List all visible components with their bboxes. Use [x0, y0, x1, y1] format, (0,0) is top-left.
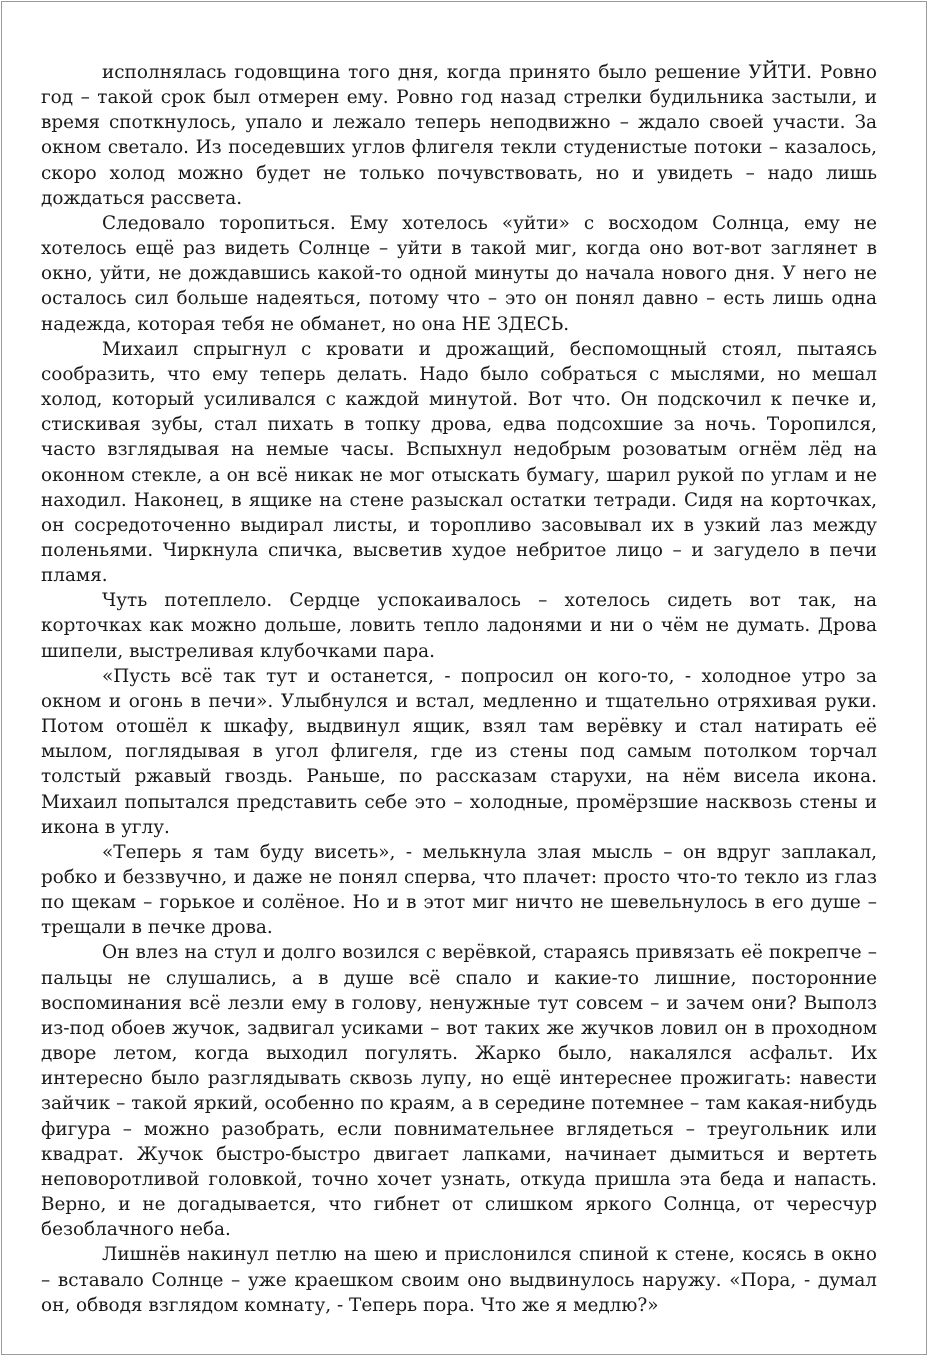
- paragraph-6: «Теперь я там буду висеть», - мелькнула злая мысль – он вдруг заплакал, робко и беззвучно, и даже не понял сперва, что плачет: просто что-то текло из глаз по щекам – горькое и солёное. Но и в этот миг ничто не шевельнулось в его душе – трещали в печке дрова.: [41, 841, 877, 939]
- paragraph-1: исполнялась годовщина того дня, когда принято было решение УЙТИ. Ровно год – такой срок был отмерен ему. Ровно год назад стрелки будильника застыли, и время споткнулось, упало и лежало теперь неподвижно – ждало своей участи. За окном светало. Из поседевших углов флигеля текли студенистые потоки – казалось, скоро холод можно будет не только почувствовать, но и увидеть – надо лишь дождаться рассвета.: [41, 62, 877, 209]
- document-page: [1, 1, 927, 1355]
- paragraph-8: Лишнёв накинул петлю на шею и прислонился спиной к стене, косясь в окно – вставало Солнце – уже краешком своим оно выдвинулось наружу. «Пора, - думал он, обводя взглядом комнату, - Теперь пора. Что же я медлю?»: [41, 1244, 877, 1316]
- paragraph-3: Михаил спрыгнул с кровати и дрожащий, беспомощный стоял, пытаясь сообразить, что ему теперь делать. Надо было собраться с мыслями, но мешал холод, который усиливался с каждой минутой. Вот что. Он подскочил к печке и, стискивая зубы, стал пихать в топку дрова, едва подсохшие за ночь. Торопился, часто взглядывая на немые часы. Вспыхнул недобрым розоватым огнём лёд на оконном стекле, а он всё никак не мог отыскать бумагу, шарил рукой по углам и не находил. Наконец, в ящике на стене разыскал остатки тетради. Сидя на корточках, он сосредоточенно выдирал листы, и торопливо засовывал их в узкий лаз между поленьями. Чиркнула спичка, высветив худое небритое лицо – и загудело в печи пламя.: [41, 338, 877, 587]
- paragraph-4: Чуть потеплело. Сердце успокаивалось – хотелось сидеть вот так, на корточках как можно дольше, ловить тепло ладонями и ни о чём не думать. Дрова шипели, выстреливая клубочками пара.: [41, 590, 877, 662]
- paragraph-5: «Пусть всё так тут и останется, - попросил он кого-то, - холодное утро за окном и огонь в печи». Улыбнулся и встал, медленно и тщательно отряхивая руки. Потом отошёл к шкафу, выдвинул ящик, взял там верёвку и стал натирать её мылом, поглядывая в угол флигеля, где из стены под самым потолком торчал толстый ржавый гвоздь. Раньше, по рассказам старухи, на нём висела икона. Михаил попытался представить себе это – холодные, промёрзшие насквозь стены и икона в углу.: [41, 665, 877, 838]
- paragraph-7: Он влез на стул и долго возился с верёвкой, стараясь привязать её покрепче – пальцы не слушались, а в душе всё спало и какие-то лишние, посторонние воспоминания всё лезли ему в голову, ненужные тут совсем – и зачем они? Выполз из-под обоев жучок, задвигал усиками – вот таких же жучков ловил он в проходном дворе летом, когда выходил погулять. Жарко было, накалялся асфальт. Их интересно было разглядывать сквозь лупу, но ещё интереснее прожигать: навести зайчик – такой яркий, особенно по краям, а в середине потемнее – там какая-нибудь фигура – можно разобрать, если повнимательнее вглядеться – треугольник или квадрат. Жучок быстро-быстро двигает лапками, начинает дымиться и вертеть неповоротливой головкой, точно хочет узнать, откуда пришла эта беда и напасть. Верно, и не догадывается, что гибнет от слишком яркого Солнца, от чересчур безоблачного неба.: [41, 942, 877, 1241]
- paragraph-2: Следовало торопиться. Ему хотелось «уйти» с восходом Солнца, ему не хотелось ещё раз видеть Солнце – уйти в такой миг, когда оно вот-вот заглянет в окно, уйти, не дождавшись какой-то одной минуты до начала нового дня. У него не осталось сил больше надеяться, потому что – это он понял давно – есть лишь одна надежда, которая тебя не обманет, но она НЕ ЗДЕСЬ.: [41, 212, 877, 335]
- body-text: [41, 60, 877, 1318]
